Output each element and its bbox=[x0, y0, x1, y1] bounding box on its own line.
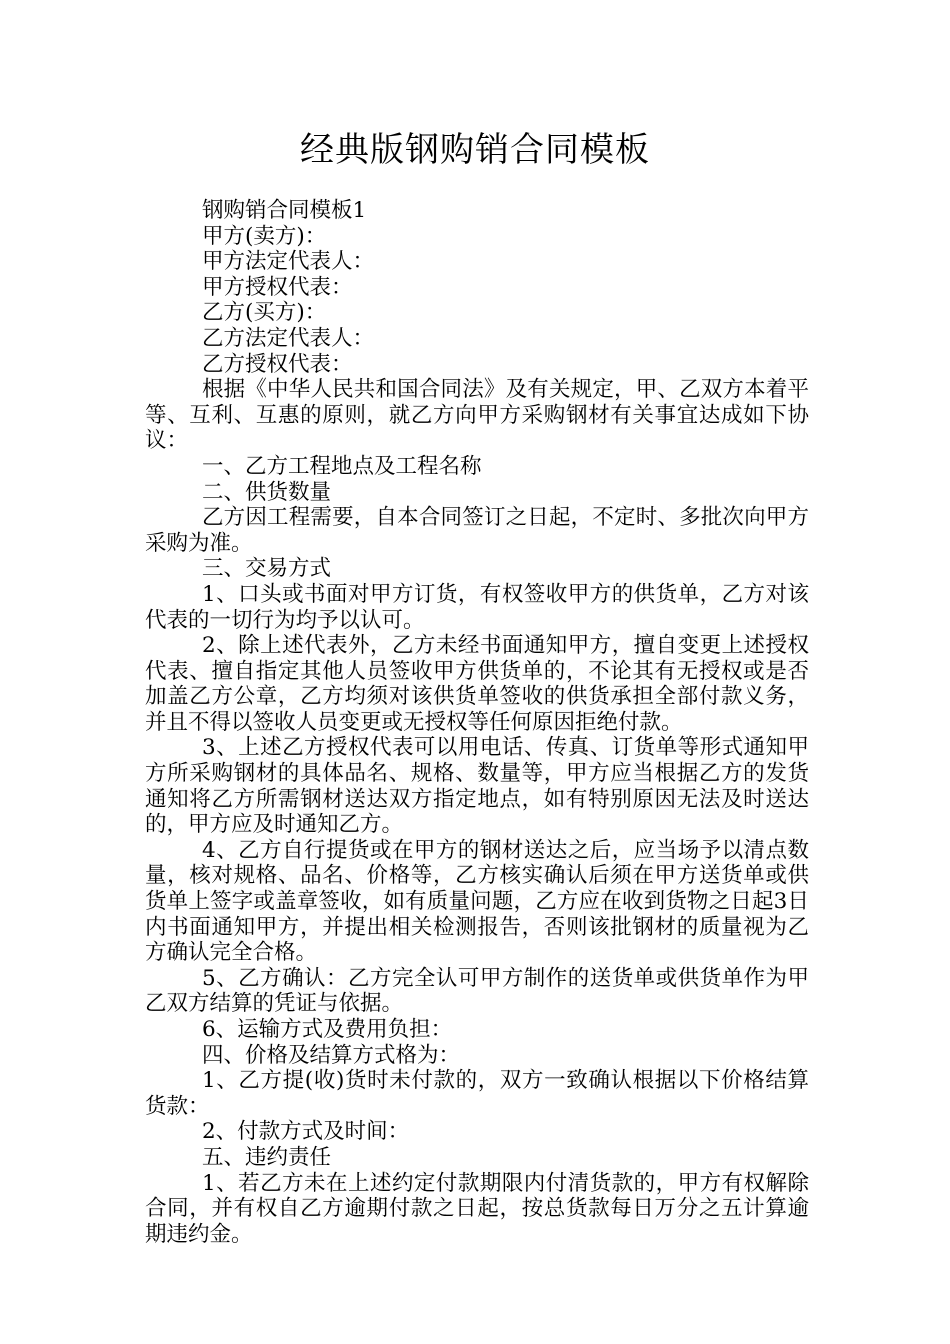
party-a-authorized-rep: 甲方授权代表： bbox=[202, 274, 353, 300]
preamble-paragraph: 根据《中华人民共和国合同法》及有关规定，甲、乙双方本着平等、互利、互惠的原则，就乙方向甲方采购钢材有关事宜达成如下协议： bbox=[145, 377, 809, 454]
party-b-legal-rep: 乙方法定代表人： bbox=[202, 325, 375, 351]
clause-paragraph: 2、付款方式及时间： bbox=[202, 1119, 410, 1145]
document-body bbox=[145, 198, 809, 1247]
party-a-seller: 甲方(卖方)： bbox=[202, 223, 327, 249]
section-heading: 四、价格及结算方式格为： bbox=[202, 1042, 461, 1068]
clause-paragraph: 4、乙方自行提货或在甲方的钢材送达之后，应当场予以清点数量，核对规格、品名、价格等，乙方核实确认后须在甲方送货单或供货单上签字或盖章签收，如有质量问题，乙方应在收到货物之日起3日内书面通知甲方，并提出相关检测报告，否则该批钢材的质量视为乙方确认完全合格。 bbox=[145, 837, 809, 966]
clause-paragraph: 1、乙方提(收)货时未付款的，双方一致确认根据以下价格结算货款： bbox=[145, 1068, 809, 1119]
clause-paragraph: 2、除上述代表外，乙方未经书面通知甲方，擅自变更上述授权代表、擅自指定其他人员签收甲方供货单的，不论其有无授权或是否加盖乙方公章，乙方均须对该供货单签收的供货承担全部付款义务，并且不得以签收人员变更或无授权等任何原因拒绝付款。 bbox=[145, 633, 809, 735]
section-heading: 二、供货数量 bbox=[202, 479, 332, 505]
body-paragraph: 乙方因工程需要，自本合同签订之日起，不定时、多批次向甲方采购为准。 bbox=[145, 505, 809, 556]
section-heading: 五、违约责任 bbox=[202, 1144, 332, 1170]
party-b-authorized-rep: 乙方授权代表： bbox=[202, 351, 353, 377]
clause-paragraph: 1、若乙方未在上述约定付款期限内付清货款的，甲方有权解除合同，并有权自乙方逾期付款之日起，按总货款每日万分之五计算逾期违约金。 bbox=[145, 1170, 809, 1247]
clause-paragraph: 5、乙方确认：乙方完全认可甲方制作的送货单或供货单作为甲乙双方结算的凭证与依据。 bbox=[145, 965, 809, 1017]
clause-paragraph: 3、上述乙方授权代表可以用电话、传真、订货单等形式通知甲方所采购钢材的具体品名、规格、数量等，甲方应当根据乙方的发货通知将乙方所需钢材送达双方指定地点，如有特别原因无法及时送达的，甲方应及时通知乙方。 bbox=[145, 735, 809, 838]
doc-subtitle: 钢购销合同模板1 bbox=[202, 198, 367, 223]
party-a-legal-rep: 甲方法定代表人： bbox=[202, 249, 375, 275]
party-b-buyer: 乙方(买方)： bbox=[202, 300, 327, 326]
section-heading: 三、交易方式 bbox=[202, 556, 332, 582]
clause-paragraph: 6、运输方式及费用负担： bbox=[202, 1017, 453, 1042]
section-heading: 一、乙方工程地点及工程名称 bbox=[202, 453, 482, 479]
document-title: 经典版钢购销合同模板 bbox=[300, 130, 650, 170]
clause-paragraph: 1、口头或书面对甲方订货，有权签收甲方的供货单，乙方对该代表的一切行为均予以认可。 bbox=[145, 581, 809, 633]
